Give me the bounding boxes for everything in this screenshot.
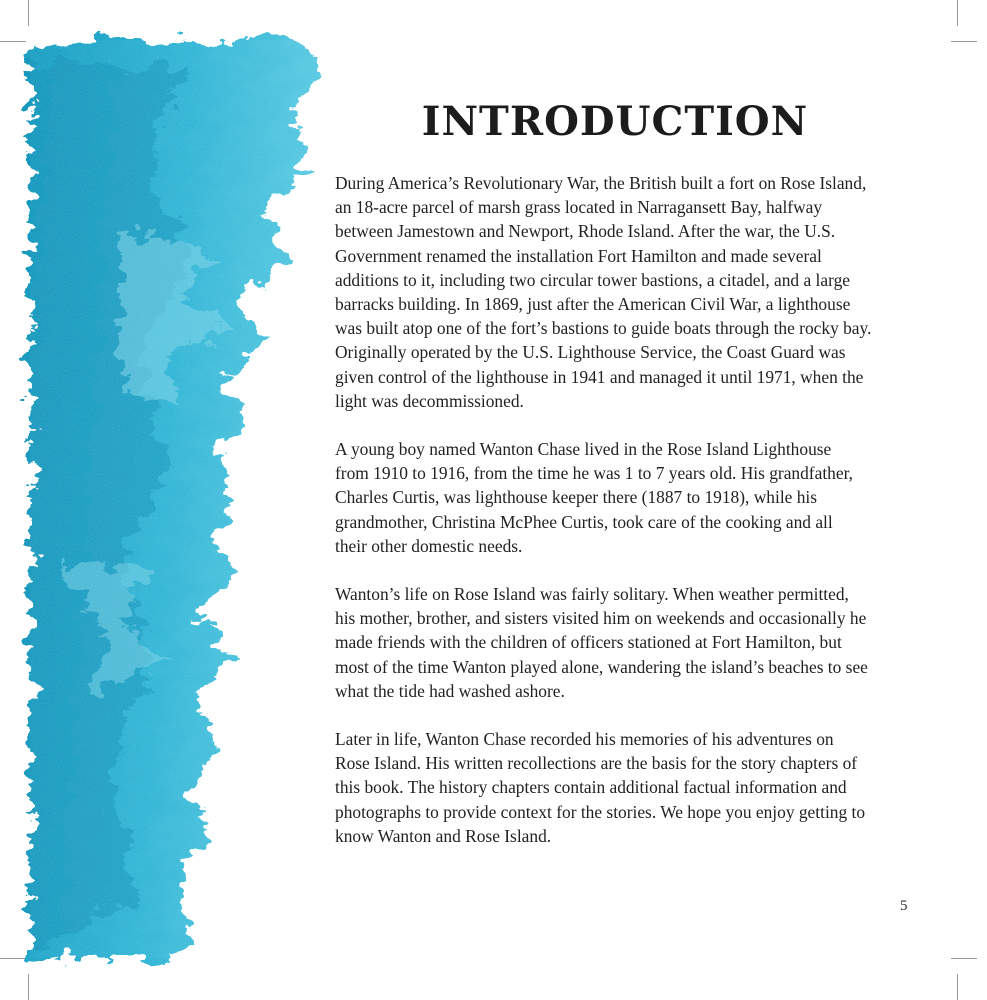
text-line: A young boy named Wanton Chase lived in the Rose Island Lighthouse bbox=[335, 439, 832, 460]
crop-mark-bottom-right-h bbox=[951, 958, 977, 959]
text-line: During America’s Revolutionary War, the British built a fort on Rose Island, bbox=[335, 173, 867, 193]
text-line: from 1910 to 1916, from the time he was 1 to 7 years old. His grandfather, bbox=[335, 463, 854, 484]
text-line: what the tide had washed ashore. bbox=[335, 680, 565, 701]
text-line: most of the time Wanton played alone, wandering the island’s beaches to see bbox=[335, 656, 868, 677]
paragraph bbox=[335, 171, 905, 413]
text-line: Government renamed the installation Fort Hamilton and made several bbox=[335, 245, 822, 266]
text-line: Wanton’s life on Rose Island was fairly solitary. When weather permitted, bbox=[335, 584, 849, 605]
text-line: Later in life, Wanton Chase recorded his memories of his adventures on bbox=[335, 729, 834, 750]
text-line: was built atop one of the fort’s bastions to guide boats through the rocky bay. bbox=[335, 318, 872, 339]
text-line: made friends with the children of officers stationed at Fort Hamilton, but bbox=[335, 632, 842, 653]
text-line: his mother, brother, and sisters visited him on weekends and occasionally he bbox=[335, 608, 867, 629]
text-line: barracks building. In 1869, just after the American Civil War, a lighthouse bbox=[335, 294, 851, 315]
text-line: given control of the lighthouse in 1941 and managed it until 1971, when the bbox=[335, 366, 864, 387]
page-number: 5 bbox=[900, 898, 908, 914]
text-line: Charles Curtis, was lighthouse keeper there (1887 to 1918), while his bbox=[335, 487, 818, 508]
text-line: Originally operated by the U.S. Lighthouse Service, the Coast Guard was bbox=[335, 342, 846, 363]
text-line: between Jamestown and Newport, Rhode Island. After the war, the U.S. bbox=[335, 221, 836, 242]
paragraph bbox=[335, 727, 905, 848]
crop-mark-top-right-v bbox=[957, 0, 958, 26]
text-line: grandmother, Christina McPhee Curtis, took care of the cooking and all bbox=[335, 511, 833, 532]
text-line: know Wanton and Rose Island. bbox=[335, 825, 552, 846]
text-line: this book. The history chapters contain additional factual information and bbox=[335, 777, 847, 798]
crop-mark-top-right-h bbox=[951, 41, 977, 42]
paragraph bbox=[335, 582, 905, 703]
body-text bbox=[335, 171, 905, 872]
text-line: Rose Island. His written recollections are the basis for the story chapters of bbox=[335, 753, 858, 774]
text-line: light was decommissioned. bbox=[335, 390, 524, 411]
page-title: INTRODUCTION bbox=[421, 98, 809, 145]
crop-mark-bottom-right-v bbox=[957, 974, 958, 1000]
paragraph bbox=[335, 437, 905, 558]
watercolor-wash bbox=[0, 0, 340, 1000]
text-line: an 18-acre parcel of marsh grass located in Narragansett Bay, halfway bbox=[335, 197, 823, 218]
text-line: their other domestic needs. bbox=[335, 535, 523, 556]
text-line: photographs to provide context for the stories. We hope you enjoy getting to bbox=[335, 801, 866, 822]
text-line: additions to it, including two circular tower bastions, a citadel, and a large bbox=[335, 269, 850, 290]
